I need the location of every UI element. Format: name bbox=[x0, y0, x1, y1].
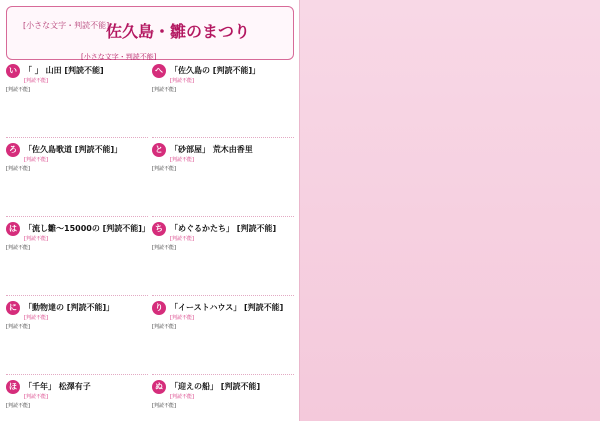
left-header-small: [小さな文字・判読不能] bbox=[23, 21, 110, 30]
artwork-title: 「佐久島の [判読不能]」 bbox=[170, 66, 261, 75]
left-header bbox=[6, 6, 294, 60]
artwork-description: [判読不能] bbox=[152, 87, 176, 93]
artwork-tag: [判読不能] bbox=[24, 315, 48, 321]
artwork-number: ち bbox=[152, 222, 166, 236]
artwork-tag: [判読不能] bbox=[170, 78, 194, 84]
artwork-description: [判読不能] bbox=[152, 245, 176, 251]
artwork-title: 「イーストハウス」 [判読不能] bbox=[170, 303, 284, 312]
artwork-number: り bbox=[152, 301, 166, 315]
artwork-description: [判読不能] bbox=[152, 166, 176, 172]
artwork-description: [判読不能] bbox=[6, 166, 30, 172]
artwork-tag: [判読不能] bbox=[24, 157, 48, 163]
artwork-tag: [判読不能] bbox=[24, 236, 48, 242]
artwork-tag: [判読不能] bbox=[170, 157, 194, 163]
artwork-entry bbox=[6, 380, 148, 421]
artwork-tag: [判読不能] bbox=[170, 315, 194, 321]
artwork-tag: [判読不能] bbox=[24, 394, 48, 400]
artwork-number: に bbox=[6, 301, 20, 315]
artwork-title: 「 」 山田 [判読不能] bbox=[24, 66, 104, 75]
artwork-entry bbox=[6, 301, 148, 375]
artwork-column-right bbox=[152, 64, 294, 421]
artwork-title: 「迎えの船」 [判読不能] bbox=[170, 382, 261, 391]
artwork-number: は bbox=[6, 222, 20, 236]
artwork-entry bbox=[152, 64, 294, 138]
right-panel bbox=[300, 0, 600, 421]
artwork-title: 「めぐるかたち」 [判読不能] bbox=[170, 224, 277, 233]
artwork-tag: [判読不能] bbox=[170, 394, 194, 400]
artwork-entry bbox=[6, 222, 148, 296]
artwork-entry bbox=[152, 143, 294, 217]
artwork-number: と bbox=[152, 143, 166, 157]
artwork-title: 「動物達の [判読不能]」 bbox=[24, 303, 115, 312]
artwork-description: [判読不能] bbox=[6, 87, 30, 93]
artwork-description: [判読不能] bbox=[6, 245, 30, 251]
artwork-entry bbox=[6, 64, 148, 138]
artwork-entry bbox=[152, 380, 294, 421]
artwork-tag: [判読不能] bbox=[24, 78, 48, 84]
artwork-number: ろ bbox=[6, 143, 20, 157]
artwork-description: [判読不能] bbox=[152, 403, 176, 409]
artwork-number: へ bbox=[152, 64, 166, 78]
artwork-description: [判読不能] bbox=[6, 324, 30, 330]
artwork-description: [判読不能] bbox=[6, 403, 30, 409]
artwork-entry bbox=[152, 301, 294, 375]
artwork-number: ほ bbox=[6, 380, 20, 394]
artwork-title: 「砂部屋」 荒木由香里 bbox=[170, 145, 253, 154]
artwork-entry bbox=[6, 143, 148, 217]
artwork-tag: [判読不能] bbox=[170, 236, 194, 242]
artwork-number: ぬ bbox=[152, 380, 166, 394]
artwork-entry bbox=[152, 222, 294, 296]
artwork-title: 「佐久島歌道 [判読不能]」 bbox=[24, 145, 123, 154]
artwork-title: 「流し雛〜15000の [判読不能]」 bbox=[24, 224, 150, 233]
artwork-number: い bbox=[6, 64, 20, 78]
left-header-title: 佐久島・雛のまつり bbox=[106, 22, 251, 41]
artwork-column-left bbox=[6, 64, 148, 421]
left-header-subtitle: [小さな文字・判読不能] bbox=[81, 53, 157, 61]
artwork-title: 「千年」 松澤有子 bbox=[24, 382, 91, 391]
artwork-description: [判読不能] bbox=[152, 324, 176, 330]
